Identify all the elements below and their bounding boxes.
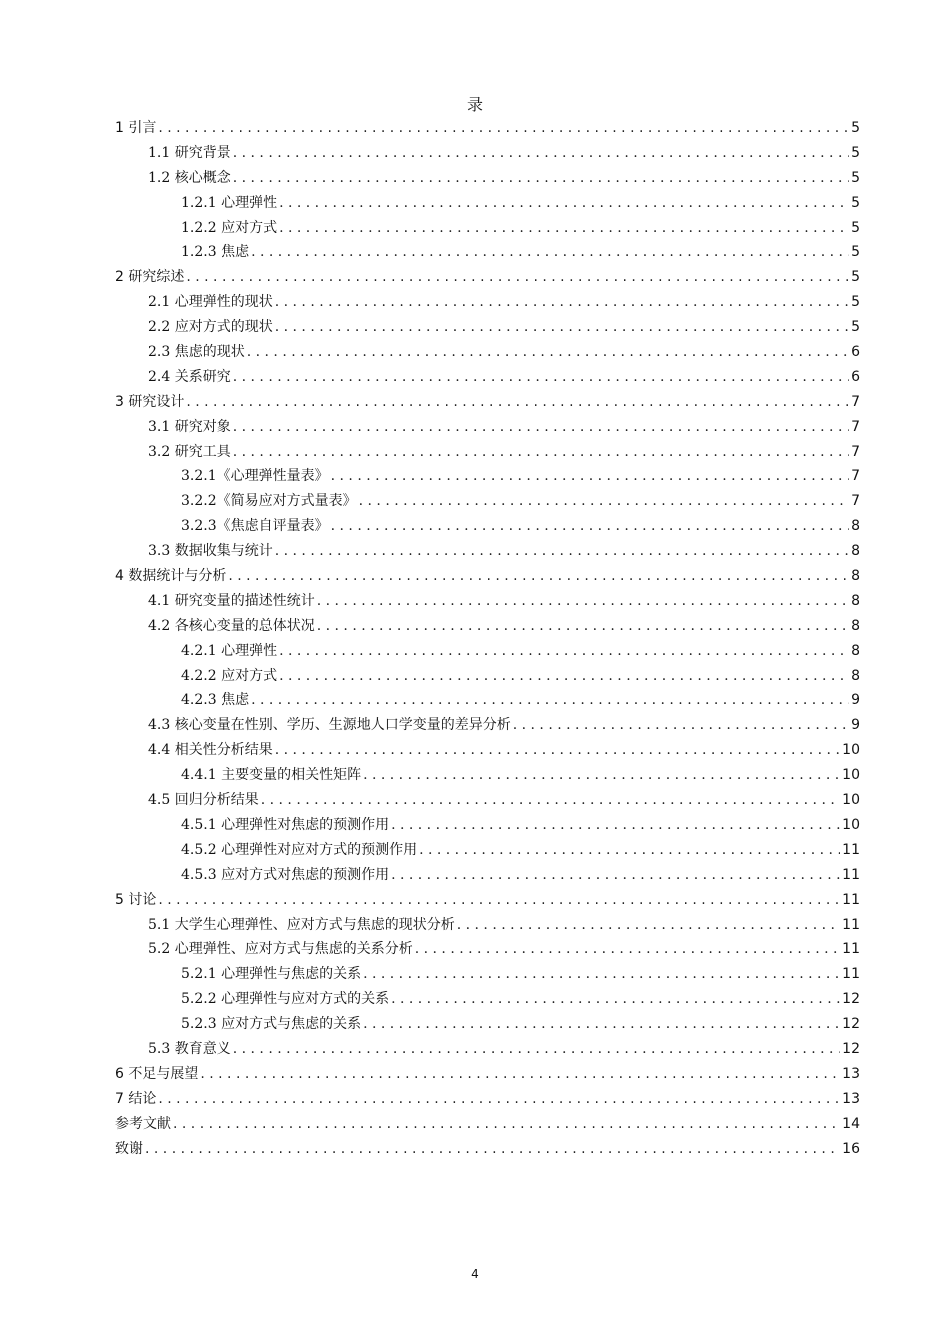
dot-leader: [331, 518, 849, 534]
dot-leader: [186, 394, 849, 410]
page-number: 4: [471, 1267, 479, 1281]
toc-entry[interactable]: [115, 963, 860, 988]
dot-leader: [279, 643, 849, 659]
toc-entry-label: 3.2.1《心理弹性量表》: [181, 468, 329, 485]
toc-entry-page: 9: [851, 717, 860, 734]
dot-leader: [275, 543, 849, 559]
dot-leader: [233, 444, 849, 460]
toc-entry-page: 7: [851, 468, 860, 485]
dot-leader: [275, 294, 849, 310]
toc-entry-page: 8: [851, 518, 860, 535]
toc-entry[interactable]: [115, 590, 860, 615]
toc-entry-page: 16: [842, 1140, 860, 1157]
toc-entry[interactable]: [115, 789, 860, 814]
toc-entry-page: 13: [842, 1090, 860, 1107]
toc-entry-label: 5.2 心理弹性、应对方式与焦虑的关系分析: [148, 941, 413, 958]
toc-entry[interactable]: [115, 1138, 860, 1163]
dot-leader: [233, 419, 849, 435]
toc-entry[interactable]: [115, 665, 860, 690]
toc-entry-page: 11: [842, 866, 860, 883]
toc-entry-page: 7: [851, 443, 860, 460]
dot-leader: [359, 493, 849, 509]
toc-entry[interactable]: [115, 192, 860, 217]
toc-entry-label: 4.4.1 主要变量的相关性矩阵: [181, 767, 362, 784]
toc-entry-label: 4 数据统计与分析: [115, 568, 227, 585]
dot-leader: [363, 1016, 840, 1032]
dot-leader: [317, 593, 849, 609]
toc-entry[interactable]: [115, 1113, 860, 1138]
toc-entry[interactable]: [115, 515, 860, 540]
toc-entry-label: 3.2.3《焦虑自评量表》: [181, 518, 329, 535]
toc-entry[interactable]: [115, 366, 860, 391]
toc-entry-page: 6: [851, 344, 860, 361]
dot-leader: [513, 717, 849, 733]
toc-entry-label: 2.4 关系研究: [148, 368, 231, 385]
toc-entry[interactable]: [115, 1063, 860, 1088]
toc-entry[interactable]: [115, 565, 860, 590]
toc-entry-label: 2.2 应对方式的现状: [148, 319, 273, 336]
toc-entry-page: 5: [851, 294, 860, 311]
toc-title: 录: [466, 95, 483, 114]
toc-entry[interactable]: [115, 615, 860, 640]
toc-entry[interactable]: [115, 416, 860, 441]
dot-leader: [158, 120, 849, 136]
toc-entry-label: 5.3 教育意义: [148, 1040, 231, 1057]
toc-entry[interactable]: [115, 1088, 860, 1113]
toc-entry[interactable]: [115, 864, 860, 889]
toc-entry[interactable]: [115, 1013, 860, 1038]
toc-entry-page: 8: [851, 667, 860, 684]
toc-entry-label: 1.2.1 心理弹性: [181, 194, 278, 211]
dot-leader: [233, 1041, 840, 1057]
toc-entry-label: 5 讨论: [115, 891, 157, 908]
dot-leader: [279, 668, 849, 684]
toc-entry[interactable]: [115, 714, 860, 739]
toc-entry-label: 4.2 各核心变量的总体状况: [148, 617, 315, 634]
dot-leader: [247, 344, 849, 360]
toc-entry-page: 7: [851, 418, 860, 435]
toc-entry[interactable]: [115, 540, 860, 565]
dot-leader: [251, 244, 849, 260]
toc-entry-page: 7: [851, 393, 860, 410]
toc-entry-label: 2 研究综述: [115, 269, 185, 286]
dot-leader: [145, 1141, 840, 1157]
toc-entry[interactable]: [115, 291, 860, 316]
dot-leader: [363, 966, 840, 982]
toc-entry-page: 11: [842, 966, 860, 983]
toc-entry-page: 8: [851, 592, 860, 609]
toc-entry[interactable]: [115, 640, 860, 665]
toc-entry-label: 5.2.3 应对方式与焦虑的关系: [181, 1016, 362, 1033]
dot-leader: [251, 692, 849, 708]
toc-entry-page: 5: [851, 144, 860, 161]
toc-entry-label: 3.3 数据收集与统计: [148, 543, 273, 560]
toc-entry[interactable]: [115, 167, 860, 192]
toc-entry[interactable]: [115, 391, 860, 416]
toc-entry[interactable]: [115, 938, 860, 963]
toc-entry-label: 1.2.2 应对方式: [181, 219, 278, 236]
toc-entry[interactable]: [115, 241, 860, 266]
toc-entry-page: 8: [851, 617, 860, 634]
dot-leader: [391, 991, 840, 1007]
dot-leader: [317, 618, 849, 634]
dot-leader: [415, 941, 840, 957]
dot-leader: [158, 1091, 840, 1107]
toc-entry-page: 5: [851, 269, 860, 286]
dot-leader: [186, 269, 849, 285]
toc-entry-page: 6: [851, 368, 860, 385]
toc-entry[interactable]: [115, 217, 860, 242]
toc-entry-label: 6 不足与展望: [115, 1065, 199, 1082]
toc-entry-label: 3.2.2《简易应对方式量表》: [181, 493, 357, 510]
toc-entry[interactable]: [115, 739, 860, 764]
toc-entry-page: 7: [851, 493, 860, 510]
toc-entry-page: 5: [851, 120, 860, 136]
toc-entry[interactable]: [115, 1038, 860, 1063]
toc-entry-label: 2.1 心理弹性的现状: [148, 294, 273, 311]
toc-entry-label: 3.1 研究对象: [148, 418, 231, 435]
dot-leader: [457, 917, 840, 933]
toc-entry-label: 4.2.3 焦虑: [181, 692, 250, 709]
toc-entry-label: 4.2.1 心理弹性: [181, 642, 278, 659]
toc-entry-label: 4.5 回归分析结果: [148, 792, 259, 809]
toc-entry[interactable]: [115, 142, 860, 167]
dot-leader: [233, 369, 849, 385]
dot-leader: [391, 817, 840, 833]
dot-leader: [279, 220, 849, 236]
dot-leader: [233, 170, 849, 186]
toc-entry-page: 10: [842, 742, 860, 759]
toc-entry-label: 4.5.1 心理弹性对焦虑的预测作用: [181, 816, 390, 833]
dot-leader: [228, 568, 849, 584]
toc-entry[interactable]: [115, 988, 860, 1013]
toc-entry[interactable]: [115, 889, 860, 914]
toc-entry-label: 3 研究设计: [115, 393, 185, 410]
dot-leader: [331, 468, 849, 484]
toc-entry-page: 11: [842, 841, 860, 858]
dot-leader: [419, 842, 840, 858]
toc-entry-label: 4.2.2 应对方式: [181, 667, 278, 684]
toc-entry-label: 4.3 核心变量在性别、学历、生源地人口学变量的差异分析: [148, 717, 511, 734]
toc-entry-label: 4.5.3 应对方式对焦虑的预测作用: [181, 866, 390, 883]
toc-entry[interactable]: [115, 814, 860, 839]
toc-entry-label: 4.1 研究变量的描述性统计: [148, 592, 315, 609]
toc-entry-page: 5: [851, 319, 860, 336]
toc-entry-page: 5: [851, 219, 860, 236]
toc-entry-label: 5.1 大学生心理弹性、应对方式与焦虑的现状分析: [148, 916, 455, 933]
toc-entry[interactable]: [115, 266, 860, 291]
toc-entry-page: 5: [851, 244, 860, 261]
toc-entry[interactable]: [115, 764, 860, 789]
toc-entry[interactable]: [115, 465, 860, 490]
toc-entry[interactable]: [115, 341, 860, 366]
toc-entry-page: 13: [842, 1065, 860, 1082]
toc-entry-label: 1.2 核心概念: [148, 169, 231, 186]
toc-entry-label: 1 引言: [115, 120, 157, 136]
toc-entry[interactable]: [115, 839, 860, 864]
dot-leader: [261, 792, 840, 808]
toc-entry-page: 8: [851, 642, 860, 659]
dot-leader: [233, 145, 849, 161]
toc-entry[interactable]: [115, 490, 860, 515]
toc-entry-label: 1.2.3 焦虑: [181, 244, 250, 261]
toc-entry-page: 9: [851, 692, 860, 709]
dot-leader: [200, 1066, 840, 1082]
toc-entry-label: 1.1 研究背景: [148, 144, 231, 161]
toc-entry[interactable]: [115, 914, 860, 939]
toc-entry-page: 12: [842, 1040, 860, 1057]
dot-leader: [158, 892, 840, 908]
toc-entry-page: 5: [851, 194, 860, 211]
toc-entry-label: 参考文献: [115, 1115, 171, 1132]
toc-entry-page: 11: [842, 941, 860, 958]
dot-leader: [391, 867, 840, 883]
toc-entry-label: 3.2 研究工具: [148, 443, 231, 460]
dot-leader: [275, 319, 849, 335]
toc-entry-page: 12: [842, 1016, 860, 1033]
toc-entry-page: 14: [842, 1115, 860, 1132]
toc-entry[interactable]: [115, 441, 860, 466]
toc-entry-label: 4.4 相关性分析结果: [148, 742, 273, 759]
toc-entry-label: 5.2.2 心理弹性与应对方式的关系: [181, 991, 390, 1008]
dot-leader: [275, 742, 840, 758]
toc-entry-page: 10: [842, 767, 860, 784]
toc-entry[interactable]: [115, 689, 860, 714]
toc-entry-label: 5.2.1 心理弹性与焦虑的关系: [181, 966, 362, 983]
dot-leader: [279, 195, 849, 211]
toc-entry-page: 8: [851, 543, 860, 560]
toc-entry[interactable]: [115, 117, 860, 142]
toc-entry-label: 2.3 焦虑的现状: [148, 344, 245, 361]
toc-entry-label: 7 结论: [115, 1090, 157, 1107]
toc-entry-label: 致谢: [115, 1140, 143, 1157]
toc-entry-page: 11: [842, 891, 860, 908]
toc-entry-page: 11: [842, 916, 860, 933]
toc-entry-page: 10: [842, 792, 860, 809]
toc-entry-page: 5: [851, 169, 860, 186]
toc-entry-page: 10: [842, 816, 860, 833]
toc-entry-page: 8: [851, 568, 860, 585]
dot-leader: [173, 1116, 840, 1132]
toc-entry-label: 4.5.2 心理弹性对应对方式的预测作用: [181, 841, 418, 858]
table-of-contents: [115, 117, 860, 1162]
toc-entry-page: 12: [842, 991, 860, 1008]
toc-entry[interactable]: [115, 316, 860, 341]
dot-leader: [363, 767, 840, 783]
